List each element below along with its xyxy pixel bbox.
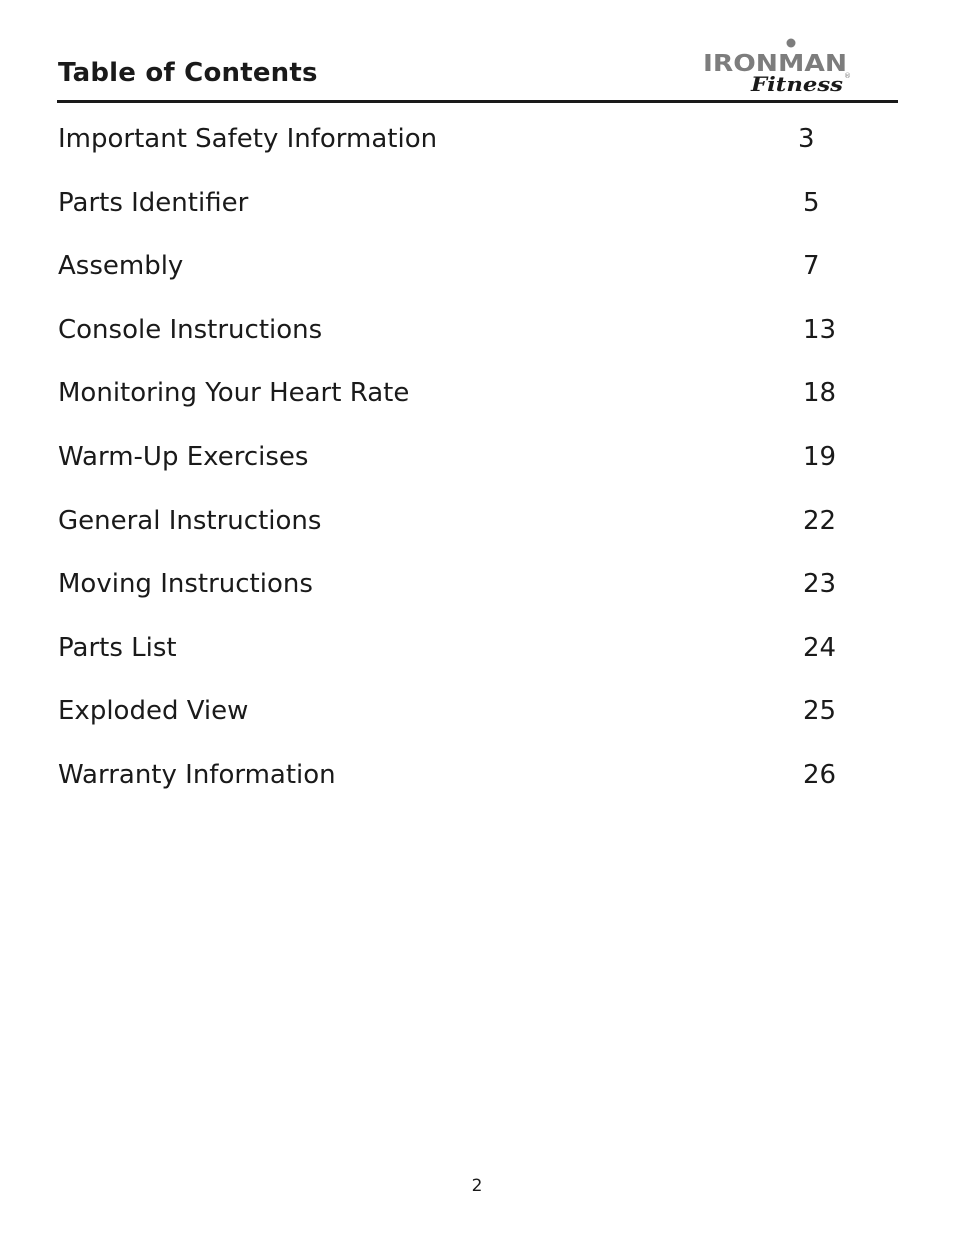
ironman-fitness-logo	[701, 38, 851, 96]
toc-entry-label: Warm-Up Exercises	[58, 441, 309, 472]
toc-entry-label: Moving Instructions	[58, 569, 313, 600]
page-title: Table of Contents	[58, 58, 318, 88]
logo-registered-mark: ®	[844, 72, 851, 80]
toc-entry-page: 7	[803, 251, 820, 282]
toc-entry-label: Assembly	[58, 251, 184, 282]
page-number: 2	[471, 1176, 483, 1196]
toc-entry-label: Parts Identifier	[58, 187, 249, 218]
toc-entry-label: Warranty Information	[58, 759, 336, 790]
logo-brand-top: IRONMAN	[703, 51, 847, 77]
toc-entry-label: Console Instructions	[58, 314, 323, 345]
toc-entry	[58, 120, 858, 184]
toc-entry	[58, 247, 858, 311]
logo-brand-bottom: Fitness	[749, 72, 843, 96]
toc-entry-page: 18	[803, 378, 837, 409]
toc-entry-page: 3	[798, 124, 815, 154]
toc-entry-page: 19	[803, 441, 837, 472]
toc-entry	[58, 311, 858, 375]
toc-entry	[58, 374, 858, 438]
toc-entry-page: 5	[803, 187, 820, 218]
toc-entry	[58, 565, 858, 629]
toc-entry-page: 23	[803, 569, 837, 600]
toc-entry-page: 22	[803, 505, 837, 536]
logo-figure-head	[787, 39, 796, 48]
table-of-contents	[58, 120, 858, 820]
toc-entry	[58, 438, 858, 502]
toc-entry-label: Important Safety Information	[58, 124, 438, 154]
toc-entry-page: 25	[803, 696, 837, 727]
toc-entry	[58, 184, 858, 248]
toc-entry-label: General Instructions	[58, 505, 322, 536]
toc-entry-label: Parts List	[58, 632, 177, 663]
toc-entry-label: Exploded View	[58, 696, 249, 727]
toc-entry-label: Monitoring Your Heart Rate	[58, 378, 410, 409]
toc-entry-page: 24	[803, 632, 837, 663]
toc-entry-page: 26	[803, 759, 837, 790]
toc-entry-page: 13	[803, 314, 837, 345]
toc-entry	[58, 629, 858, 693]
toc-entry	[58, 756, 858, 820]
toc-entry	[58, 502, 858, 566]
toc-entry	[58, 692, 858, 756]
page-header	[57, 40, 898, 103]
